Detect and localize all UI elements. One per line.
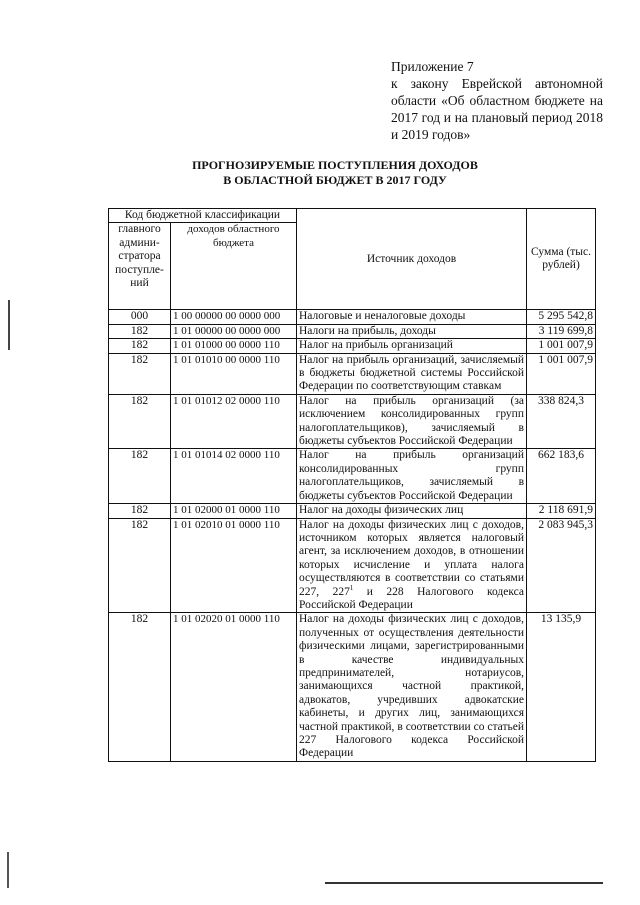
scan-artifact-bottom [325, 882, 603, 884]
cell-admin: 182 [109, 449, 171, 504]
table-row [109, 449, 596, 504]
header-income-code: доходов областного бюджета [171, 223, 297, 310]
cell-amount: 2 118 691,9 [527, 504, 596, 518]
cell-admin: 182 [109, 504, 171, 518]
table-row [109, 394, 596, 449]
cell-admin: 182 [109, 339, 171, 353]
appendix-number: Приложение 7 [391, 59, 474, 74]
cell-amount: 338 824,3 [527, 394, 596, 449]
cell-source: Налог на прибыль организаций (за исключением консолидированных групп налогоплательщиков), зачисляемый в бюджеты субъектов Российской Федерации [297, 394, 527, 449]
cell-admin: 000 [109, 310, 171, 324]
header-revenue-source: Источник доходов [297, 209, 527, 310]
table-row [109, 504, 596, 518]
title-line-2: В ОБЛАСТНОЙ БЮДЖЕТ В 2017 ГОДУ [223, 173, 447, 187]
table-row [109, 353, 596, 394]
cell-source: Налоговые и неналоговые доходы [297, 310, 527, 324]
title-line-1: ПРОГНОЗИРУЕМЫЕ ПОСТУПЛЕНИЯ ДОХОДОВ [192, 158, 478, 172]
cell-source: Налог на прибыль организаций консолидированных групп налогоплательщиков, зачисляемый в бюджеты субъектов Российской Федерации [297, 449, 527, 504]
footnote-superscript: 1 [349, 583, 354, 592]
cell-amount: 2 083 945,3 [527, 518, 596, 613]
cell-amount: 13 135,9 [527, 613, 596, 761]
cell-admin: 182 [109, 613, 171, 761]
revenue-table [108, 208, 596, 762]
page-title [150, 158, 520, 188]
cell-code: 1 01 01012 02 0000 110 [171, 394, 297, 449]
cell-code: 1 01 02010 01 0000 110 [171, 518, 297, 613]
table-row [109, 324, 596, 338]
cell-amount: 1 001 007,9 [527, 353, 596, 394]
cell-code: 1 01 02000 01 0000 110 [171, 504, 297, 518]
table-row [109, 339, 596, 353]
cell-source [297, 518, 527, 613]
cell-source: Налог на доходы физических лиц с доходов, полученных от осуществления деятельности физическими лицами, зарегистрированными в качестве индивидуальных предпринимателей, нотариусов, занимающихся частной практикой, адвокатов, учредивших адвокатские кабинеты, и других лиц, занимающихся частной практикой, в соответствии со статьей 227 Налогового кодекса Российской Федерации [297, 613, 527, 761]
cell-amount: 1 001 007,9 [527, 339, 596, 353]
cell-source: Налог на прибыль организаций, зачисляемый в бюджеты бюджетной системы Российской Федерации по соответствующим ставкам [297, 353, 527, 394]
header-amount: Сумма (тыс. рублей) [527, 209, 596, 310]
cell-source-text: Налог на доходы физических лиц с доходов, источником которых является налоговый агент, за исключением доходов, в отношении которых исчисление и уплата налога осуществляются в соответствии со статьями 227, 227 [299, 518, 524, 598]
cell-admin: 182 [109, 518, 171, 613]
cell-code: 1 01 00000 00 0000 000 [171, 324, 297, 338]
cell-source-tail: и 228 Налогового кодекса Российской Федерации [299, 585, 524, 611]
scan-artifact-left-bottom [7, 852, 9, 888]
table-row [109, 613, 596, 761]
cell-code: 1 01 01010 00 0000 110 [171, 353, 297, 394]
scan-artifact-left [8, 300, 10, 350]
cell-code: 1 01 01014 02 0000 110 [171, 449, 297, 504]
cell-source: Налог на доходы физических лиц [297, 504, 527, 518]
cell-admin: 182 [109, 353, 171, 394]
cell-admin: 182 [109, 394, 171, 449]
cell-code: 1 01 02020 01 0000 110 [171, 613, 297, 761]
appendix-law-reference: к закону Еврейской автономной области «Об областном бюджете на 2017 год и на плановый период 2018 и 2019 годов» [391, 76, 603, 142]
cell-code: 1 01 01000 00 0000 110 [171, 339, 297, 353]
cell-source: Налог на прибыль организаций [297, 339, 527, 353]
table-row [109, 518, 596, 613]
table-row [109, 310, 596, 324]
cell-amount: 3 119 699,8 [527, 324, 596, 338]
cell-source: Налоги на прибыль, доходы [297, 324, 527, 338]
cell-code: 1 00 00000 00 0000 000 [171, 310, 297, 324]
cell-amount: 5 295 542,8 [527, 310, 596, 324]
header-classification-code: Код бюджетной классификации [109, 209, 297, 223]
cell-amount: 662 183,6 [527, 449, 596, 504]
header-admin: главного админи-стратора поступле-ний [109, 223, 171, 310]
table-header-row-group [109, 209, 596, 223]
appendix-block [391, 58, 603, 143]
cell-admin: 182 [109, 324, 171, 338]
